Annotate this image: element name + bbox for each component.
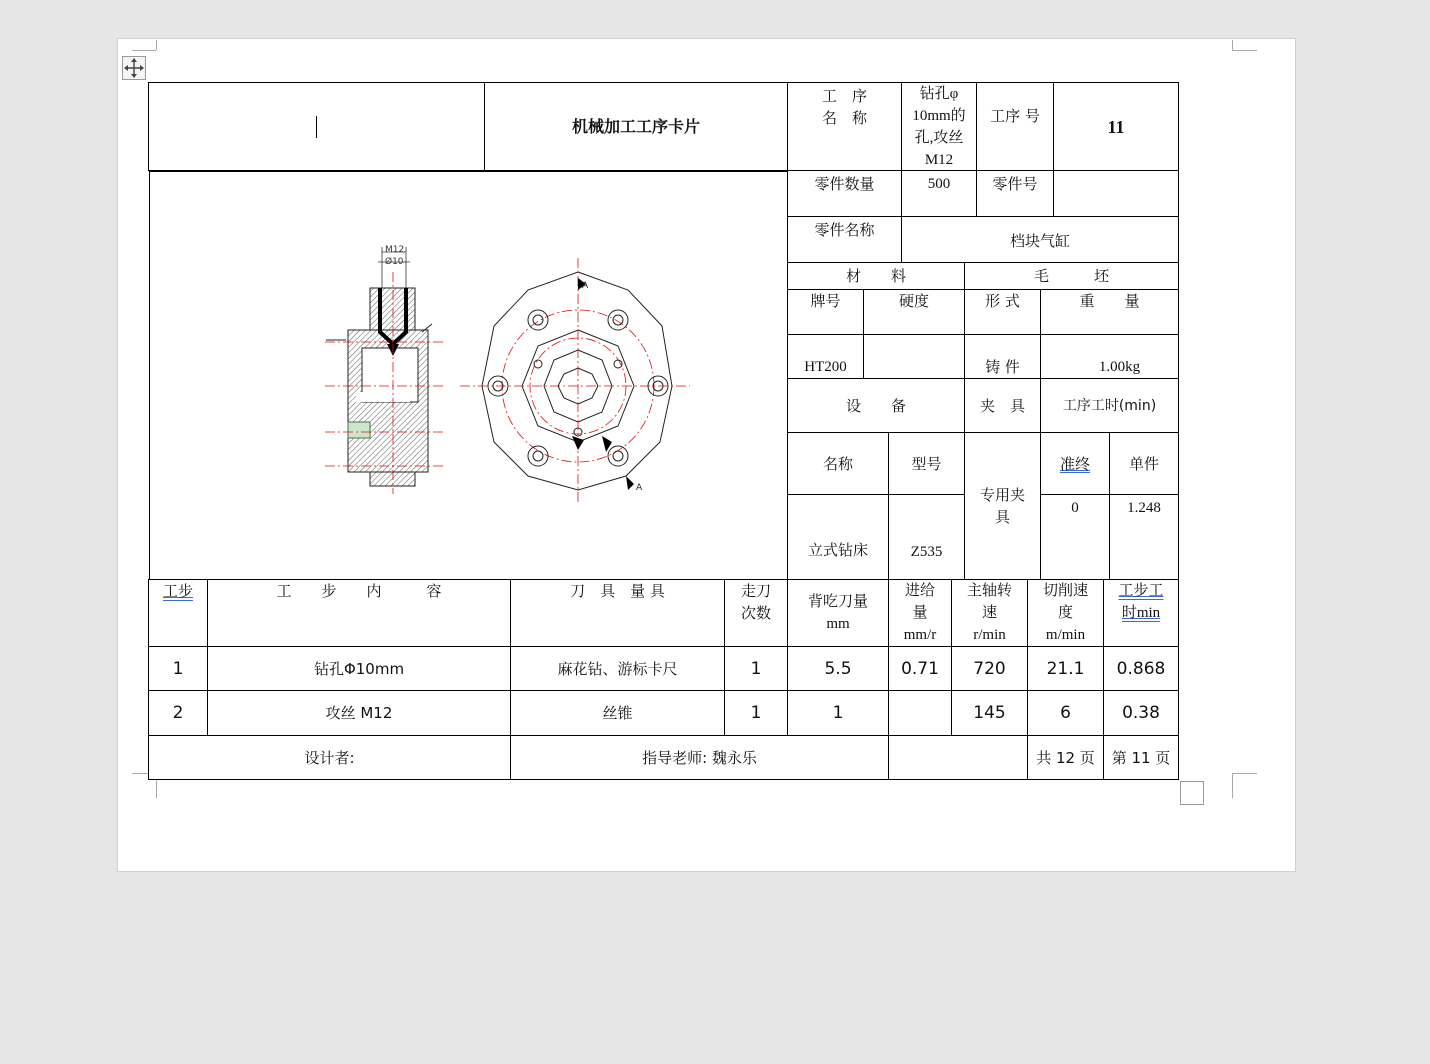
step-content: 攻丝 M12 <box>207 690 511 736</box>
step-time: 0.868 <box>1103 646 1179 691</box>
section-view <box>325 245 445 494</box>
step-feed: 0.71 <box>888 646 952 691</box>
step-spindle: 145 <box>951 690 1028 736</box>
designer-label: 设计者: <box>148 735 511 780</box>
col-speed: 切削速 度 m/min <box>1027 579 1104 647</box>
step-depth: 5.5 <box>787 646 889 691</box>
crop-mark-top-left <box>132 40 156 51</box>
process-name-label: 工 序 名 称 <box>787 82 902 171</box>
col-feed: 进给 量 mm/r <box>888 579 952 647</box>
form-label: 形 式 <box>964 289 1041 335</box>
part-no-label: 零件号 <box>976 170 1054 217</box>
page-number: 第 11 页 <box>1103 735 1179 780</box>
step-feed <box>888 690 952 736</box>
prep-time-value: 0 <box>1040 494 1110 580</box>
part-drawing-svg <box>150 172 787 579</box>
step-no: 2 <box>148 690 208 736</box>
step-speed: 6 <box>1027 690 1104 736</box>
grade-value: HT200 <box>787 334 864 379</box>
step-spindle: 720 <box>951 646 1028 691</box>
process-no-label: 工序 号 <box>976 82 1054 171</box>
unit-time-label: 单件 <box>1109 432 1179 495</box>
total-pages: 共 12 页 <box>1027 735 1104 780</box>
dim-m12: M12 <box>385 245 405 255</box>
fixture-label: 夹 具 <box>964 378 1041 433</box>
prep-time-label: 准终 <box>1040 432 1110 495</box>
step-content: 钻孔Φ10mm <box>207 646 511 691</box>
crop-mark-bottom-right <box>1232 773 1257 798</box>
text-cursor <box>316 116 317 138</box>
fixture-value: 专用夹 具 <box>964 432 1041 580</box>
equip-name-label: 名称 <box>787 432 889 495</box>
step-passes: 1 <box>724 690 788 736</box>
col-spindle: 主轴转 速 r/min <box>951 579 1028 647</box>
crop-mark-top-right <box>1232 40 1257 51</box>
col-passes: 走刀 次数 <box>724 579 788 647</box>
part-drawing <box>149 171 788 580</box>
table-resize-handle-icon[interactable] <box>1180 781 1204 805</box>
form-value: 铸 件 <box>964 334 1041 379</box>
end-view <box>460 258 690 502</box>
section-mark-a-top: A <box>582 281 589 291</box>
hardness-label: 硬度 <box>863 289 965 335</box>
col-content: 工 步 内 容 <box>207 579 511 647</box>
part-name-label: 零件名称 <box>787 216 902 263</box>
equip-model-label: 型号 <box>888 432 965 495</box>
qty-label: 零件数量 <box>787 170 902 217</box>
step-depth: 1 <box>787 690 889 736</box>
weight-value: 1.00kg <box>1040 334 1179 379</box>
step-tools: 麻花钻、游标卡尺 <box>510 646 725 691</box>
footer-blank <box>888 735 1028 780</box>
step-speed: 21.1 <box>1027 646 1104 691</box>
part-name-value: 档块气缸 <box>901 216 1179 263</box>
equip-model-value: Z535 <box>888 494 965 580</box>
card-title: 机械加工工序卡片 <box>484 82 788 171</box>
step-time: 0.38 <box>1103 690 1179 736</box>
table-move-handle-icon[interactable] <box>122 56 146 80</box>
step-passes: 1 <box>724 646 788 691</box>
step-no: 1 <box>148 646 208 691</box>
blank-label: 毛 坯 <box>964 262 1179 290</box>
part-no-value <box>1053 170 1179 217</box>
equipment-label: 设 备 <box>787 378 965 433</box>
col-step: 工步 <box>148 579 208 647</box>
advisor-label: 指导老师: 魏永乐 <box>510 735 889 780</box>
equip-name-value: 立式钻床 <box>787 494 889 580</box>
process-no-value: 11 <box>1053 82 1179 171</box>
qty-value: 500 <box>901 170 977 217</box>
col-tools: 刀 具 量 具 <box>510 579 725 647</box>
dim-dia10: Ø10 <box>385 257 404 267</box>
col-depth: 背吃刀量 mm <box>787 579 889 647</box>
weight-label: 重 量 <box>1040 289 1179 335</box>
grade-label: 牌号 <box>787 289 864 335</box>
step-tools: 丝锥 <box>510 690 725 736</box>
process-name-value: 钻孔φ 10mm的 孔,攻丝 M12 <box>901 82 977 171</box>
unit-time-value: 1.248 <box>1109 494 1179 580</box>
hardness-value <box>863 334 965 379</box>
crop-mark-top-left-v <box>156 40 157 50</box>
material-label: 材 料 <box>787 262 965 290</box>
section-mark-a-bottom: A <box>636 483 643 493</box>
time-label: 工序工时(min) <box>1040 378 1179 433</box>
col-step-time: 工步工 时min <box>1103 579 1179 647</box>
